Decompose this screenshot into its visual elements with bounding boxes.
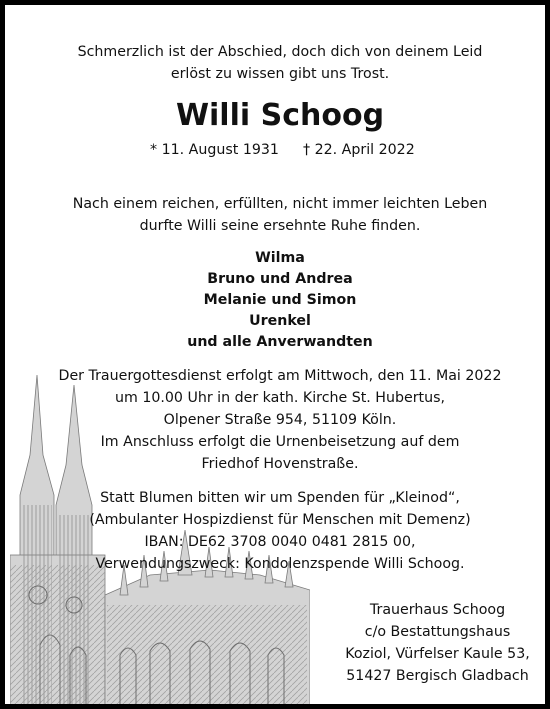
service-line-2: um 10.00 Uhr in der kath. Kirche St. Hubertus,: [115, 390, 445, 406]
donation-line-1: Statt Blumen bitten wir um Spenden für „Kleinod“,: [100, 490, 460, 506]
donation-line-4: Verwendungszweck: Kondolenzspende Willi Schoog.: [95, 556, 465, 572]
quote-line-2: erlöst zu wissen gibt uns Trost.: [170, 66, 390, 82]
message-line-1: Nach einem reichen, erfüllten, nicht immer leichten Leben: [72, 196, 488, 212]
address-line-3: Koziol, Vürfelser Kaule 53,: [345, 646, 530, 662]
death-date: † 22. April 2022: [303, 142, 415, 158]
mourner-3: Melanie und Simon: [203, 292, 357, 308]
service-line-3: Olpener Straße 954, 51109 Köln.: [163, 412, 397, 428]
mourner-5: und alle Anverwandten: [187, 334, 373, 350]
address-line-1: Trauerhaus Schoog: [369, 602, 506, 618]
service-line-5: Friedhof Hovenstraße.: [201, 456, 359, 472]
quote-line-1: Schmerzlich ist der Abschied, doch dich von deinem Leid: [77, 44, 483, 60]
address-line-4: 51427 Bergisch Gladbach: [346, 668, 529, 684]
address-line-2: c/o Bestattungshaus: [364, 624, 511, 640]
message-line-2: durfte Willi seine ersehnte Ruhe finden.: [139, 218, 421, 234]
birth-date: * 11. August 1931: [150, 142, 279, 158]
donation-line-2: (Ambulanter Hospizdienst für Menschen mit Demenz): [89, 512, 471, 528]
mourner-1: Wilma: [255, 250, 305, 266]
deceased-name: Willi Schoog: [175, 98, 385, 133]
service-line-4: Im Anschluss erfolgt die Urnenbeisetzung auf dem: [100, 434, 460, 450]
mourner-2: Bruno und Andrea: [207, 271, 353, 287]
mourner-4: Urenkel: [249, 313, 311, 329]
donation-line-3: IBAN: DE62 3708 0040 0481 2815 00,: [144, 534, 416, 550]
service-line-1: Der Trauergottesdienst erfolgt am Mittwoch, den 11. Mai 2022: [58, 368, 502, 384]
